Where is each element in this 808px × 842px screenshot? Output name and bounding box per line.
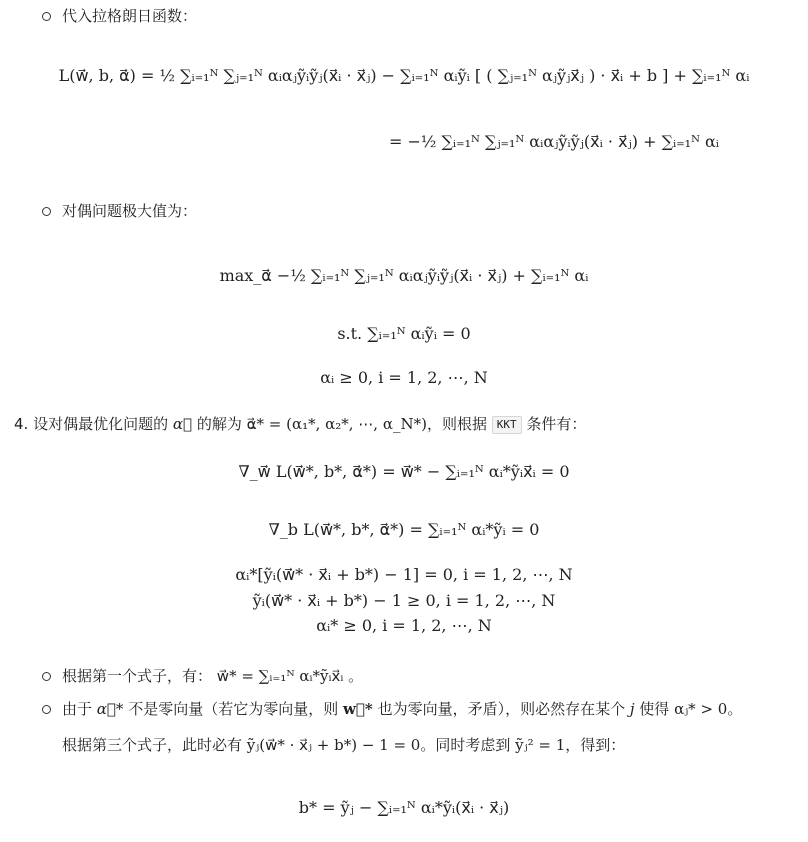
continuation-text xyxy=(62,735,625,755)
section4-intro xyxy=(14,414,586,434)
cont-p2: 。同时考虑到 xyxy=(420,736,511,754)
eq-dual-objective: max_α⃗ −½ ∑ᵢ₌₁ᴺ ∑ⱼ₌₁ᴺ αᵢαⱼỹᵢỹⱼ(x⃗ᵢ · x⃗ⱼ) + ∑ᵢ₌₁ᴺ αᵢ xyxy=(219,266,589,285)
eq-kkt-grad-b: ∇_b L(w⃗*, b*, α⃗*) = ∑ᵢ₌₁ᴺ αᵢ*ỹᵢ = 0 xyxy=(268,520,540,539)
bullet-marker xyxy=(42,672,51,681)
eq-kkt-dual: αᵢ* ≥ 0, i = 1, 2, ⋯, N xyxy=(316,616,492,635)
eq-b-star: b* = ỹⱼ − ∑ᵢ₌₁ᴺ αᵢ*ỹᵢ(x⃗ᵢ · x⃗ⱼ) xyxy=(298,798,510,817)
bullet-marker xyxy=(42,705,51,714)
bullet-second-p3: 也为零向量，矛盾），则必然存在某个 xyxy=(377,700,626,718)
cont-p3: ，得到： xyxy=(565,736,626,754)
intro-alpha: α⃗ xyxy=(172,415,193,433)
bullet-marker xyxy=(42,12,51,21)
bullet-second-p2: 不是零向量（若它为零向量，则 xyxy=(128,700,339,718)
bullet-first-suffix: 。 xyxy=(348,667,364,685)
bullet-second-cond: αⱼ* > 0。 xyxy=(674,700,743,718)
eq-lagrangian-line1: L(w⃗, b, α⃗) = ½ ∑ᵢ₌₁ᴺ ∑ⱼ₌₁ᴺ αᵢαⱼỹᵢỹⱼ(x⃗ᵢ · x⃗ⱼ) − ∑ᵢ₌₁ᴺ αᵢỹᵢ [ ( ∑ⱼ₌₁ᴺ αⱼỹⱼx⃗ⱼ ) · x⃗ᵢ + b ] + ∑ᵢ₌₁ᴺ αᵢ xyxy=(58,66,750,85)
eq-dual-constraint: s.t. ∑ᵢ₌₁ᴺ αᵢỹᵢ = 0 xyxy=(337,324,471,343)
cont-square: ỹⱼ² = 1 xyxy=(515,736,566,754)
bullet-second-p1: 由于 xyxy=(62,700,93,718)
bullet-first-text xyxy=(62,666,363,686)
eq-kkt-complementary: αᵢ*[ỹᵢ(w⃗* · x⃗ᵢ + b*) − 1] = 0, i = 1, 2, ⋯, N xyxy=(235,565,573,584)
eq-dual-nonneg: αᵢ ≥ 0, i = 1, 2, ⋯, N xyxy=(320,368,488,387)
bullet-dual-text: 对偶问题极大值为： xyxy=(62,202,198,220)
intro-then: ，则根据 xyxy=(426,415,487,433)
bullet-second-j: j xyxy=(629,700,635,718)
cont-p1: 根据第三个式子，此时必有 xyxy=(62,736,243,754)
bullet-second-p4: 使得 xyxy=(639,700,670,718)
bullet-first-formula: w⃗* = ∑ᵢ₌₁ᴺ αᵢ*ỹᵢx⃗ᵢ xyxy=(216,667,344,685)
bullet-marker xyxy=(42,207,51,216)
section4-number: 4. xyxy=(14,415,29,433)
intro-solution: α⃗* = (α₁*, α₂*, ⋯, α_N*) xyxy=(246,415,427,433)
intro-prefix: 设对偶最优化问题的 xyxy=(33,415,169,433)
intro-middle: 的解为 xyxy=(196,415,242,433)
intro-suffix: 条件有： xyxy=(526,415,587,433)
cont-formula: ỹⱼ(w⃗* · x⃗ⱼ + b*) − 1 = 0 xyxy=(246,736,421,754)
eq-kkt-primal: ỹᵢ(w⃗* · x⃗ᵢ + b*) − 1 ≥ 0, i = 1, 2, ⋯, N xyxy=(252,591,556,610)
bullet-second-w: w⃗* xyxy=(343,700,373,718)
eq-lagrangian-line2: = −½ ∑ᵢ₌₁ᴺ ∑ⱼ₌₁ᴺ αᵢαⱼỹᵢỹⱼ(x⃗ᵢ · x⃗ⱼ) + ∑ᵢ₌₁ᴺ αᵢ xyxy=(389,132,719,151)
eq-kkt-grad-w: ∇_w⃗ L(w⃗*, b*, α⃗*) = w⃗* − ∑ᵢ₌₁ᴺ αᵢ*ỹᵢx⃗ᵢ = 0 xyxy=(238,462,570,481)
bullet-second-text xyxy=(62,699,742,719)
bullet-second-alpha: α⃗* xyxy=(96,700,124,718)
kkt-inline-code: KKT xyxy=(492,416,522,434)
bullet-substitute-text: 代入拉格朗日函数： xyxy=(62,7,198,25)
bullet-first-prefix: 根据第一个式子，有： xyxy=(62,667,213,685)
